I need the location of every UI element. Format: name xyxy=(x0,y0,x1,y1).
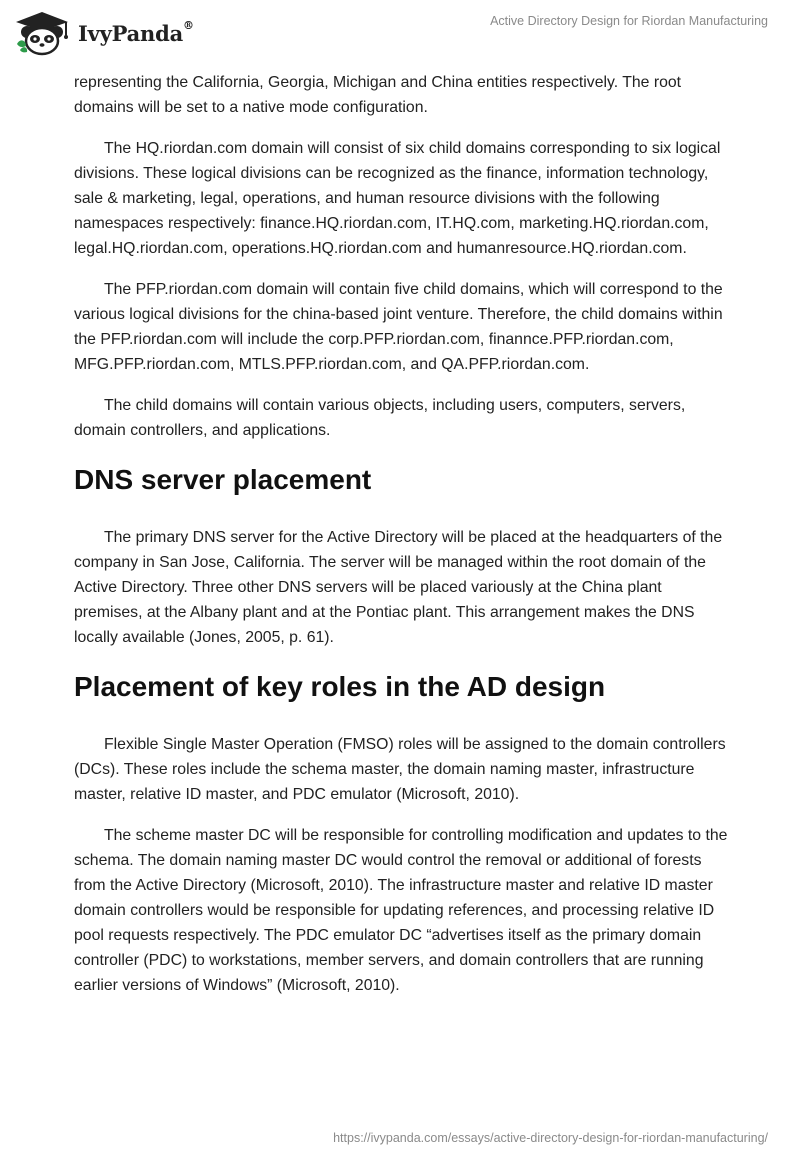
essay-body xyxy=(74,70,734,1014)
paragraph-role-responsibilities: The scheme master DC will be responsible for controlling modification and updates to the schema. The domain naming master DC would control the removal or additional of forests from the Active Directory (Microsoft, 2010). The infrastructure master and relative ID master domain controllers would be responsible for updating references, and processing relative ID pool requests respectively. The PDC emulator DC “advertises itself as the primary domain controller (PDC) to workstations, member servers, and domain controllers that are running earlier versions of Windows” (Microsoft, 2010). xyxy=(74,827,728,994)
brand-name xyxy=(78,18,194,46)
paragraph-child-domains: The child domains will contain various objects, including users, computers, servers, domain controllers, and applications. xyxy=(74,397,686,439)
paragraph-pfp-domain: The PFP.riordan.com domain will contain five child domains, which will correspond to the various logical divisions for the china-based joint venture. Therefore, the child domains within the PFP.riordan.com will include the corp.PFP.riordan.com, finannce.PFP.riordan.com, MFG.PFP.riordan.com, MTLS.PFP.riordan.com, and QA.PFP.riordan.com. xyxy=(74,281,723,373)
paragraph-hq-domain: The HQ.riordan.com domain will consist of six child domains corresponding to six logical divisions. These logical divisions can be recognized as the finance, information technology, sale & marketing, legal, operations, and human resource divisions with the following namespaces respectively: finance.HQ.riordan.com, IT.HQ.com, marketing.HQ.riordan.com, legal.HQ.riordan.com, operations.HQ.riordan.com and humanresource.HQ.riordan.com. xyxy=(74,140,721,257)
paragraph-dns-placement: The primary DNS server for the Active Directory will be placed at the headquarters of the company in San Jose, California. The server will be managed within the root domain of the Active Directory. Three other DNS servers will be placed variously at the China plant premises, at the Albany plant and at the Pontiac plant. This arrangement makes the DNS locally available (Jones, 2005, p. 61). xyxy=(74,529,723,646)
heading-dns-server-placement: DNS server placement xyxy=(74,464,372,495)
document-title: Active Directory Design for Riordan Manufacturing xyxy=(490,14,768,28)
paragraph-continuation: representing the California, Georgia, Michigan and China entities respectively. The root domains will be set to a native mode configuration. xyxy=(74,74,682,116)
registered-mark: ® xyxy=(183,18,194,32)
source-url[interactable]: https://ivypanda.com/essays/active-directory-design-for-riordan-manufacturing/ xyxy=(333,1131,768,1145)
brand-text: IvyPanda xyxy=(78,20,184,46)
heading-key-roles-placement: Placement of key roles in the AD design xyxy=(74,671,606,702)
page-header xyxy=(0,0,800,70)
ivypanda-logo[interactable] xyxy=(14,10,194,56)
panda-graduate-icon xyxy=(14,10,70,56)
paragraph-fsmo-roles: Flexible Single Master Operation (FMSO) roles will be assigned to the domain controllers (DCs). These roles include the schema master, the domain naming master, infrastructure master, relative ID master, and PDC emulator (Microsoft, 2010). xyxy=(74,736,726,803)
